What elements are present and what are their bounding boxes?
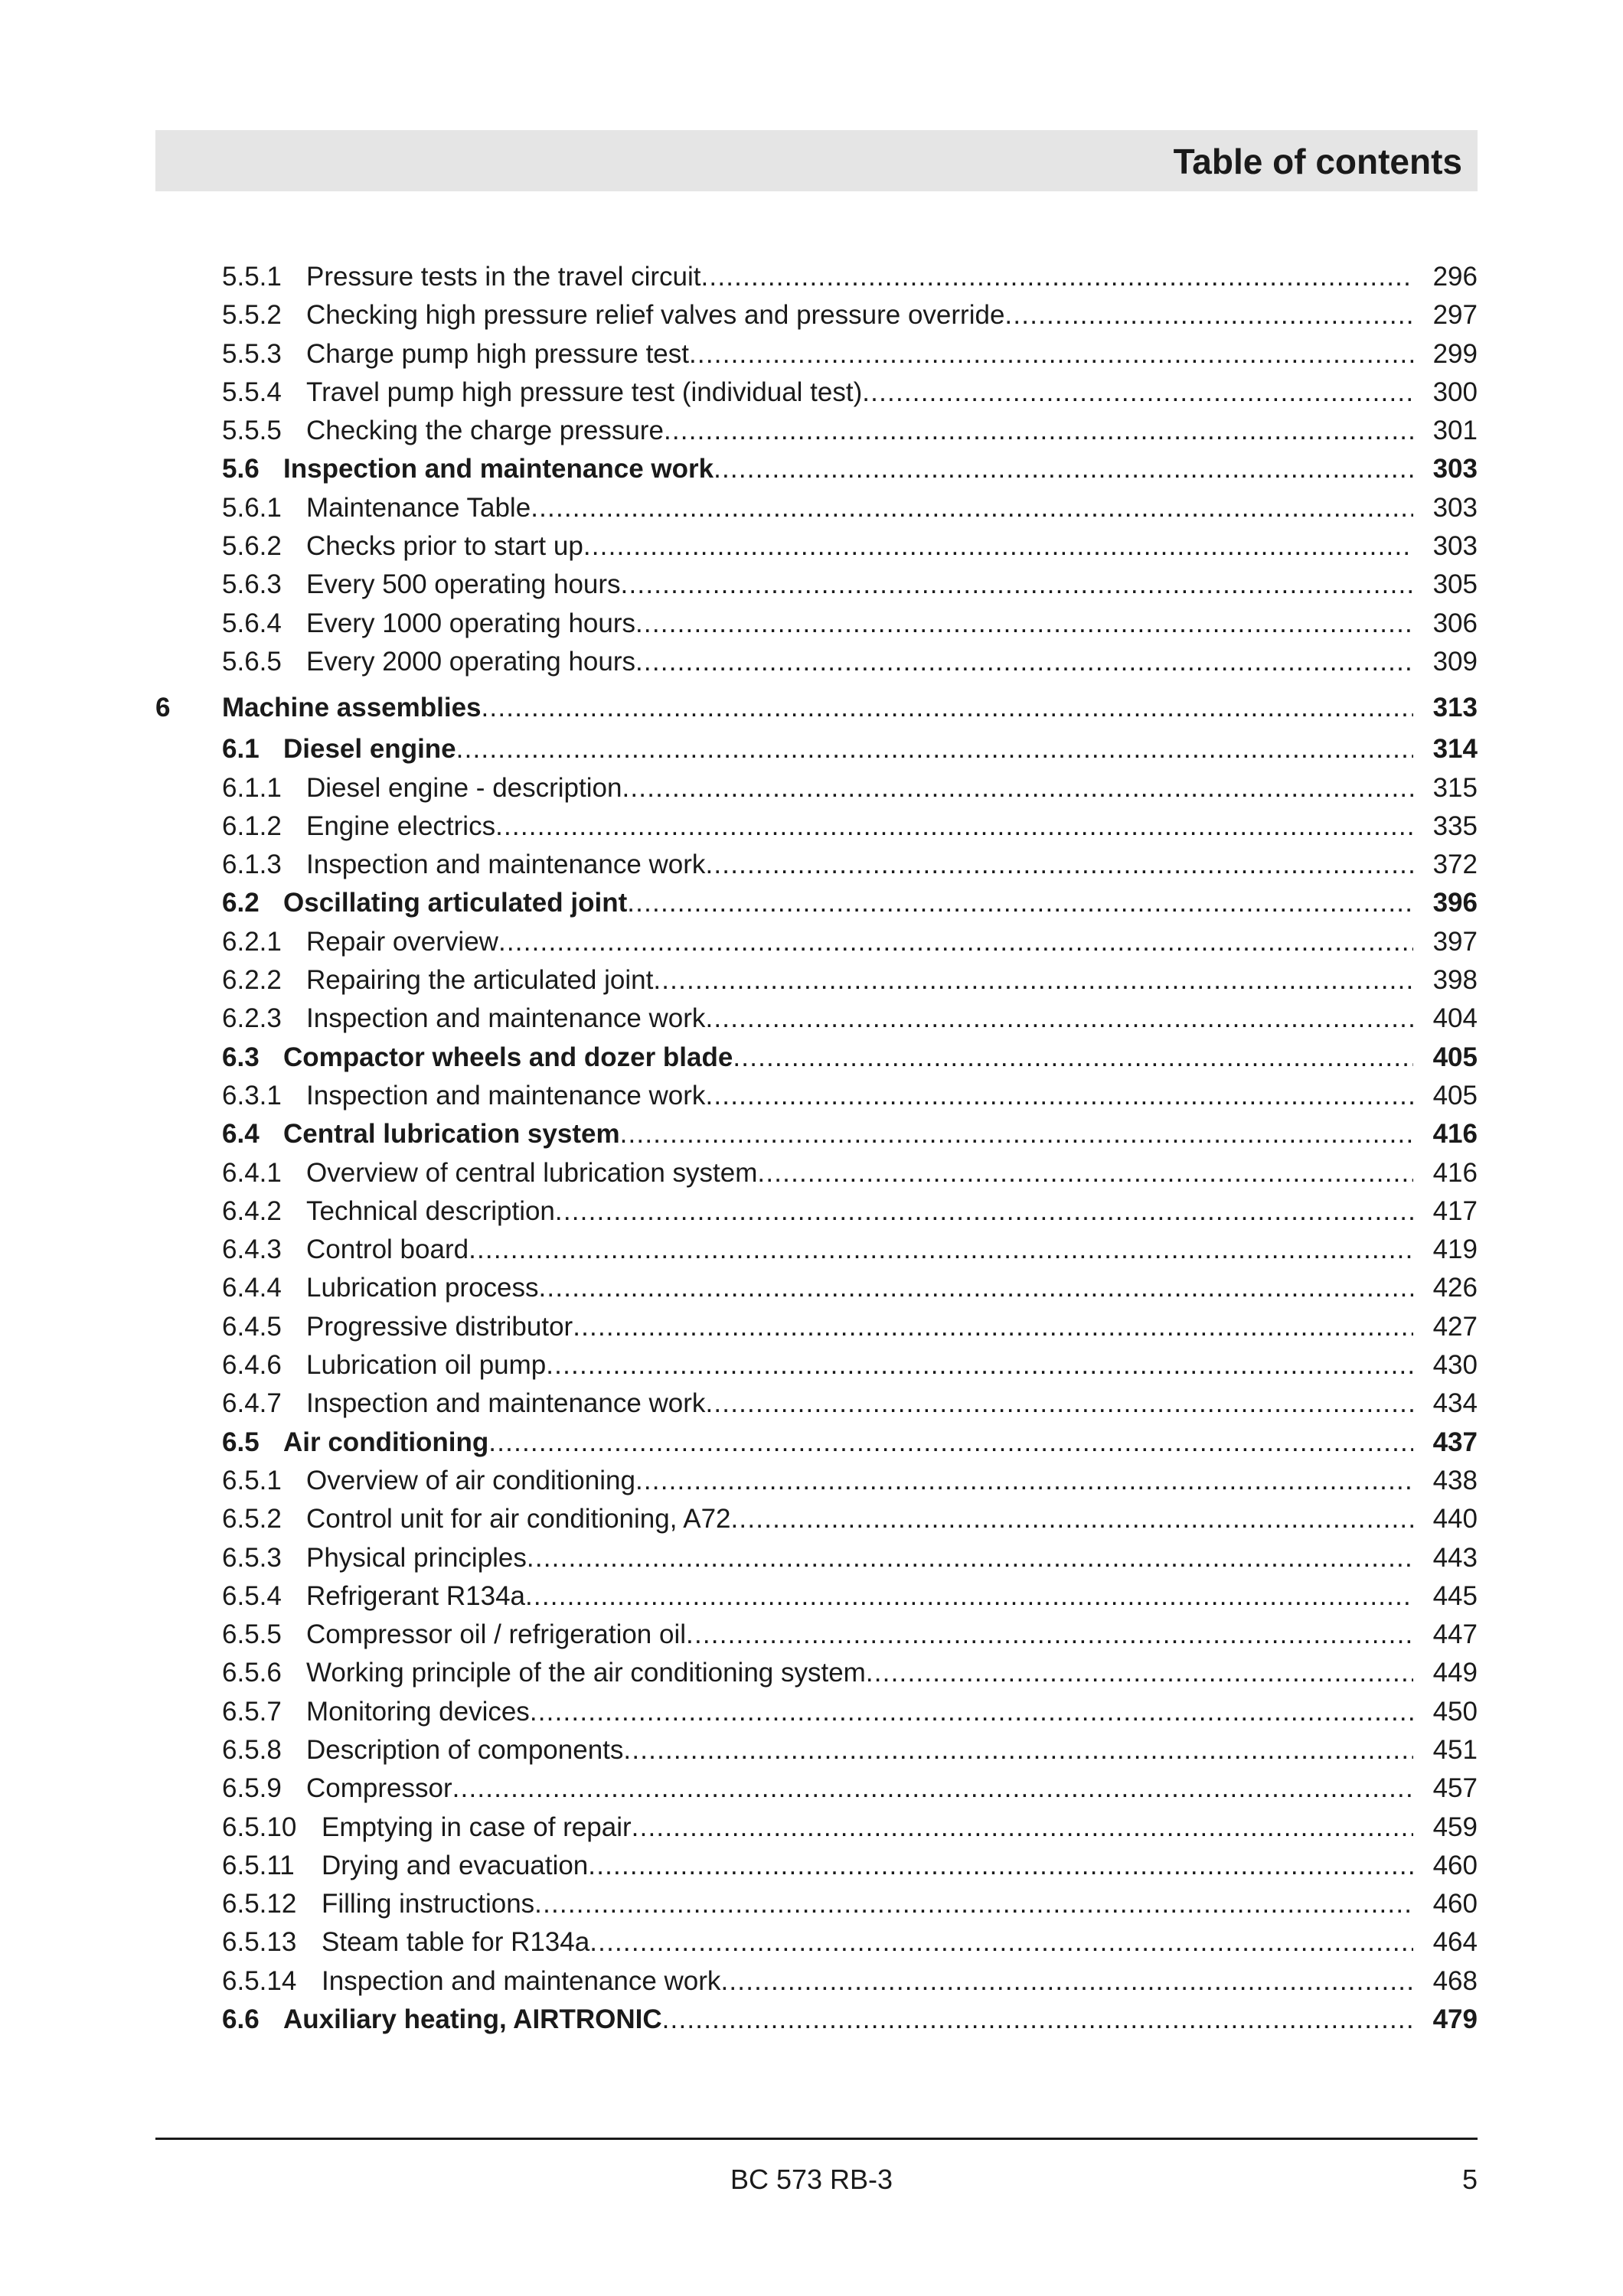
toc-entry[interactable] [0,1384,1623,1423]
toc-section-title: Inspection and maintenance work [283,454,714,484]
toc-entry-text [222,412,1413,450]
toc-section-title: Filling instructions [322,1889,535,1919]
toc-dot-leader [635,643,1413,681]
toc-dot-leader [1004,296,1413,334]
toc-section-title: Auxiliary heating, AIRTRONIC [283,2004,662,2035]
toc-entry-text [222,335,1413,373]
toc-section-number: 6.4.1 [222,1157,282,1188]
toc-section-title: Central lubrication system [283,1119,620,1150]
toc-dot-leader [498,923,1413,961]
toc-entry[interactable] [0,373,1623,412]
toc-entry-text [222,1539,1413,1577]
toc-section-title: Repair overview [306,926,498,957]
toc-entry[interactable] [0,1231,1623,1269]
toc-section-number: 6.5.7 [222,1696,282,1727]
toc-section-title: Checks prior to start up [306,531,583,562]
toc-section-number: 6.3.1 [222,1080,282,1110]
toc-entry[interactable] [0,1000,1623,1038]
toc-entry-text [222,1808,1413,1847]
toc-entry-text [222,1039,1413,1077]
toc-dot-leader [573,1308,1413,1346]
toc-section-number: 5.5.4 [222,377,282,407]
toc-entry[interactable] [0,923,1623,961]
toc-entry-text [222,884,1413,922]
toc-page-number: 315 [1432,772,1478,803]
toc-section-title: Travel pump high pressure test (individual test) [306,377,863,407]
toc-section-title: Diesel engine [283,734,456,765]
toc-section-title: Checking high pressure relief valves and pressure override [306,300,1005,331]
toc-entry[interactable] [0,412,1623,450]
toc-section-number: 6.1.1 [222,772,282,803]
toc-entry[interactable] [0,489,1623,527]
toc-section-title: Compactor wheels and dozer blade [283,1042,733,1072]
toc-section-number: 5.6.2 [222,531,282,562]
toc-dot-leader [621,566,1413,604]
toc-dot-leader [635,1462,1413,1500]
toc-entry-text [222,1500,1413,1538]
toc-dot-leader [664,412,1413,450]
toc-section-number: 6.4.7 [222,1388,282,1419]
toc-page-number: 417 [1432,1195,1478,1226]
toc-page-number: 479 [1432,2004,1478,2035]
toc-dot-leader [469,1231,1413,1269]
toc-entry[interactable] [0,1616,1623,1654]
toc-section-title: Repairing the articulated joint [306,965,654,996]
toc-entry-text [222,1424,1413,1462]
toc-entry-text [222,605,1413,643]
toc-section-title: Engine electrics [306,810,496,841]
toc-section-title: Steam table for R134a [322,1927,590,1958]
toc-section-title: Control board [306,1234,469,1265]
toc-page-number: 450 [1432,1696,1478,1727]
toc-entry[interactable] [0,1346,1623,1384]
toc-dot-leader [525,1577,1413,1616]
toc-section-number: 6.5.9 [222,1773,282,1804]
toc-section-number: 5.6.1 [222,492,282,523]
toc-page-number: 445 [1432,1580,1478,1611]
toc-section-title: Diesel engine - description [306,772,622,803]
toc-page-number: 305 [1432,569,1478,600]
toc-dot-leader [757,1154,1413,1192]
toc-entry-text [222,1923,1413,1962]
toc-section-number: 6.6 [222,2004,260,2035]
toc-entry-text [222,846,1413,884]
toc-entry[interactable] [0,1808,1623,1847]
toc-entry-text [222,450,1413,488]
toc-entry-text [222,1847,1413,1885]
toc-section-title: Inspection and maintenance work [306,1388,706,1419]
toc-entry-text [222,1346,1413,1384]
toc-page-number: 438 [1432,1465,1478,1495]
toc-entry[interactable] [0,884,1623,922]
toc-entry[interactable] [0,1654,1623,1692]
toc-entry-text [222,1000,1413,1038]
toc-section-title: Machine assemblies [222,693,482,723]
toc-dot-leader [862,373,1413,412]
toc-section-number: 6.4.5 [222,1311,282,1342]
toc-entry-text [222,1462,1413,1500]
toc-dot-leader [866,1654,1413,1692]
toc-entry-text [222,961,1413,1000]
toc-section-title: Air conditioning [283,1427,489,1457]
toc-section-number: 6.5 [222,1427,260,1457]
toc-section-title: Description of components [306,1734,624,1765]
toc-dot-leader [530,1693,1413,1731]
toc-entry[interactable] [0,527,1623,566]
toc-dot-leader [705,1000,1413,1038]
toc-page-number: 416 [1432,1157,1478,1188]
toc-entry[interactable] [0,1769,1623,1808]
toc-entry[interactable] [0,1923,1623,1962]
toc-entry[interactable] [0,2001,1623,2039]
toc-entry-text [222,730,1413,768]
toc-entry-text [222,2001,1413,2039]
toc-page-number: 405 [1432,1080,1478,1110]
toc-dot-leader [456,730,1413,768]
toc-dot-leader [495,807,1413,846]
toc-section-title: Inspection and maintenance work [322,1965,721,1996]
toc-page-number: 443 [1432,1542,1478,1573]
toc-entry-text [222,1115,1413,1153]
toc-section-number: 6.4.4 [222,1273,282,1303]
toc-entry[interactable] [0,1462,1623,1500]
toc-entry[interactable] [0,1308,1623,1346]
toc-entry[interactable] [0,296,1623,334]
footer-divider [155,2138,1478,2140]
toc-section-title: Physical principles [306,1542,527,1573]
toc-entry[interactable] [0,566,1623,604]
toc-entry[interactable] [0,643,1623,681]
toc-section-title: Compressor [306,1773,452,1804]
toc-entry-text [222,1616,1413,1654]
toc-entry[interactable] [0,1039,1623,1077]
toc-entry-text [222,1962,1413,2001]
toc-entry-text [222,923,1413,961]
toc-dot-leader [635,605,1413,643]
toc-dot-leader [589,1923,1413,1962]
toc-section-number: 6.2.2 [222,965,282,996]
toc-dot-leader [546,1346,1413,1384]
toc-section-number: 6.5.2 [222,1504,282,1534]
toc-dot-leader [620,1115,1413,1153]
toc-section-number: 5.5.1 [222,262,282,292]
toc-section-number: 6.4.2 [222,1195,282,1226]
toc-page-number: 451 [1432,1734,1478,1765]
toc-section-number: 6.5.10 [222,1812,297,1842]
toc-entry[interactable] [0,1962,1623,2001]
toc-section-title: Inspection and maintenance work [306,850,706,880]
toc-section-title: Technical description [306,1195,555,1226]
toc-dot-leader [534,1885,1413,1923]
toc-page-number: 457 [1432,1773,1478,1804]
toc-entry[interactable] [0,1077,1623,1115]
toc-dot-leader [623,1731,1413,1769]
toc-entry[interactable] [0,1192,1623,1231]
toc-entry[interactable] [0,450,1623,488]
toc-entry-text [222,258,1413,296]
header-band [155,130,1478,191]
toc-section-number: 6.1 [222,734,260,765]
toc-section-title: Pressure tests in the travel circuit [306,262,701,292]
toc-page-number: 297 [1432,300,1478,331]
toc-section-number: 6.5.11 [222,1850,295,1880]
toc-section-title: Checking the charge pressure [306,416,664,446]
toc-section-title: Every 500 operating hours [306,569,621,600]
toc-section-title: Maintenance Table [306,492,531,523]
toc-page-number: 427 [1432,1311,1478,1342]
toc-entry[interactable] [0,1154,1623,1192]
toc-dot-leader [555,1192,1413,1231]
toc-page-number: 396 [1432,888,1478,918]
table-of-contents [0,258,1623,2039]
toc-dot-leader [686,1616,1413,1654]
toc-entry[interactable] [0,258,1623,296]
toc-page-number: 301 [1432,416,1478,446]
toc-dot-leader [705,846,1413,884]
toc-entry-text [222,566,1413,604]
toc-dot-leader [583,527,1413,566]
toc-section-number: 6.2.3 [222,1003,282,1034]
toc-entry-text [222,1769,1413,1808]
toc-section-title: Every 2000 operating hours [306,646,635,677]
toc-entry-text [222,527,1413,566]
toc-entry-text [222,1693,1413,1731]
toc-entry[interactable] [0,1577,1623,1616]
toc-dot-leader [731,1500,1414,1538]
toc-entry-text [222,373,1413,412]
toc-dot-leader [539,1269,1414,1307]
toc-page-number: 309 [1432,646,1478,677]
toc-section-title: Inspection and maintenance work [306,1080,706,1110]
toc-page-number: 430 [1432,1350,1478,1381]
toc-section-number: 6.1.2 [222,810,282,841]
toc-section-number: 6.3 [222,1042,260,1072]
toc-section-number: 6.4.3 [222,1234,282,1265]
toc-section-number: 5.6.3 [222,569,282,600]
toc-section-title: Inspection and maintenance work [306,1003,706,1034]
toc-section-title: Control unit for air conditioning, A72 [306,1504,731,1534]
toc-page-number: 459 [1432,1812,1478,1842]
toc-page-number: 398 [1432,965,1478,996]
toc-entry[interactable] [0,1731,1623,1769]
toc-entry-text [222,643,1413,681]
toc-entry[interactable] [0,1115,1623,1153]
toc-page-number: 440 [1432,1504,1478,1534]
toc-entry-text [222,1731,1413,1769]
toc-section-title: Charge pump high pressure test [306,338,689,369]
toc-section-number: 6.5.12 [222,1889,297,1919]
toc-page-number: 299 [1432,338,1478,369]
toc-section-title: Compressor oil / refrigeration oil [306,1619,687,1650]
toc-entry-text [222,1885,1413,1923]
toc-page-number: 416 [1432,1119,1478,1150]
toc-entry-text [222,296,1413,334]
toc-entry[interactable] [0,846,1623,884]
toc-section-title: Monitoring devices [306,1696,530,1727]
toc-entry-text [222,1577,1413,1616]
toc-dot-leader [714,450,1413,488]
toc-section-number: 6.5.6 [222,1658,282,1688]
toc-section-number: 6.5.3 [222,1542,282,1573]
toc-dot-leader [653,961,1413,1000]
toc-entry[interactable] [0,769,1623,807]
toc-section-number: 6.4 [222,1119,260,1150]
toc-section-number: 6.5.4 [222,1580,282,1611]
toc-section-title: Overview of air conditioning [306,1465,635,1495]
footer-page-number: 5 [1461,2164,1478,2195]
toc-section-title: Emptying in case of repair [322,1812,632,1842]
toc-page-number: 303 [1432,531,1478,562]
toc-section-number: 6.4.6 [222,1350,282,1381]
toc-chapter-number: 6 [155,693,171,723]
toc-dot-leader [632,1808,1413,1847]
toc-entry[interactable] [0,961,1623,1000]
toc-entry-text [222,807,1413,846]
toc-section-title: Progressive distributor [306,1311,573,1342]
page-title: Table of contents [1173,142,1462,181]
toc-section-number: 5.5.5 [222,416,282,446]
toc-section-title: Working principle of the air conditioning system [306,1658,866,1688]
toc-page-number: 303 [1432,454,1478,484]
toc-entry[interactable] [0,1269,1623,1307]
toc-page-number: 300 [1432,377,1478,407]
toc-entry-text [222,1154,1413,1192]
toc-section-number: 6.5.5 [222,1619,282,1650]
toc-dot-leader [622,769,1413,807]
toc-page-number: 434 [1432,1388,1478,1419]
toc-page-number: 447 [1432,1619,1478,1650]
toc-entry[interactable] [0,1500,1623,1538]
toc-dot-leader [531,489,1413,527]
toc-dot-leader [452,1769,1413,1808]
toc-entry-text [222,1192,1413,1231]
toc-page-number: 419 [1432,1234,1478,1265]
toc-section-number: 5.6.4 [222,608,282,638]
toc-dot-leader [588,1847,1413,1885]
toc-dot-leader [720,1962,1413,2001]
toc-entry-text [222,489,1413,527]
toc-entry-text [222,1654,1413,1692]
toc-dot-leader [705,1077,1413,1115]
toc-entry[interactable] [0,1424,1623,1462]
toc-page-number: 460 [1432,1850,1478,1880]
toc-section-number: 5.6 [222,454,260,484]
toc-section-number: 5.5.2 [222,300,282,331]
toc-dot-leader [705,1384,1413,1423]
footer-document-id: BC 573 RB-3 [730,2164,893,2195]
toc-section-number: 6.5.13 [222,1927,297,1958]
toc-page-number: 397 [1432,926,1478,957]
toc-section-title: Drying and evacuation [322,1850,589,1880]
toc-section-number: 6.2.1 [222,926,282,957]
toc-section-number: 6.5.8 [222,1734,282,1765]
toc-dot-leader [527,1539,1413,1577]
toc-page-number: 449 [1432,1658,1478,1688]
toc-page-number: 372 [1432,850,1478,880]
toc-dot-leader [482,689,1414,727]
toc-page-number: 306 [1432,608,1478,638]
toc-dot-leader [488,1424,1413,1462]
toc-section-title: Lubrication oil pump [306,1350,547,1381]
toc-entry-text [222,769,1413,807]
toc-entry-text [222,1269,1413,1307]
toc-section-title: Overview of central lubrication system [306,1157,758,1188]
toc-entry[interactable] [0,335,1623,373]
toc-section-number: 6.5.14 [222,1965,297,1996]
toc-section-number: 5.5.3 [222,338,282,369]
toc-page-number: 296 [1432,262,1478,292]
toc-section-title: Every 1000 operating hours [306,608,635,638]
toc-dot-leader [689,335,1413,373]
toc-section-title: Lubrication process [306,1273,539,1303]
toc-dot-leader [662,2001,1413,2039]
toc-entry-text [222,689,1413,727]
toc-page-number: 464 [1432,1927,1478,1958]
toc-entry[interactable] [0,1847,1623,1885]
toc-page-number: 437 [1432,1427,1478,1457]
toc-entry-text [222,1384,1413,1423]
toc-entry[interactable] [0,1539,1623,1577]
toc-section-number: 6.1.3 [222,850,282,880]
toc-page-number: 426 [1432,1273,1478,1303]
toc-page-number: 405 [1432,1042,1478,1072]
toc-entry[interactable] [0,689,1623,730]
toc-entry[interactable] [0,807,1623,846]
toc-entry-text [222,1308,1413,1346]
toc-entry[interactable] [0,1885,1623,1923]
toc-entry-text [222,1231,1413,1269]
toc-section-number: 5.6.5 [222,646,282,677]
toc-dot-leader [700,258,1413,296]
toc-page-number: 303 [1432,492,1478,523]
toc-page-number: 460 [1432,1889,1478,1919]
toc-entry[interactable] [0,1693,1623,1731]
toc-section-number: 6.2 [222,888,260,918]
toc-dot-leader [627,884,1413,922]
toc-entry-text [222,1077,1413,1115]
toc-entry[interactable] [0,605,1623,643]
toc-page-number: 314 [1432,734,1478,765]
toc-page-number: 468 [1432,1965,1478,1996]
toc-page-number: 335 [1432,810,1478,841]
toc-entry[interactable] [0,730,1623,768]
toc-section-number: 6.5.1 [222,1465,282,1495]
toc-dot-leader [733,1039,1413,1077]
toc-section-title: Refrigerant R134a [306,1580,525,1611]
toc-section-title: Oscillating articulated joint [283,888,628,918]
toc-page-number: 404 [1432,1003,1478,1034]
toc-page-number: 313 [1432,693,1478,723]
